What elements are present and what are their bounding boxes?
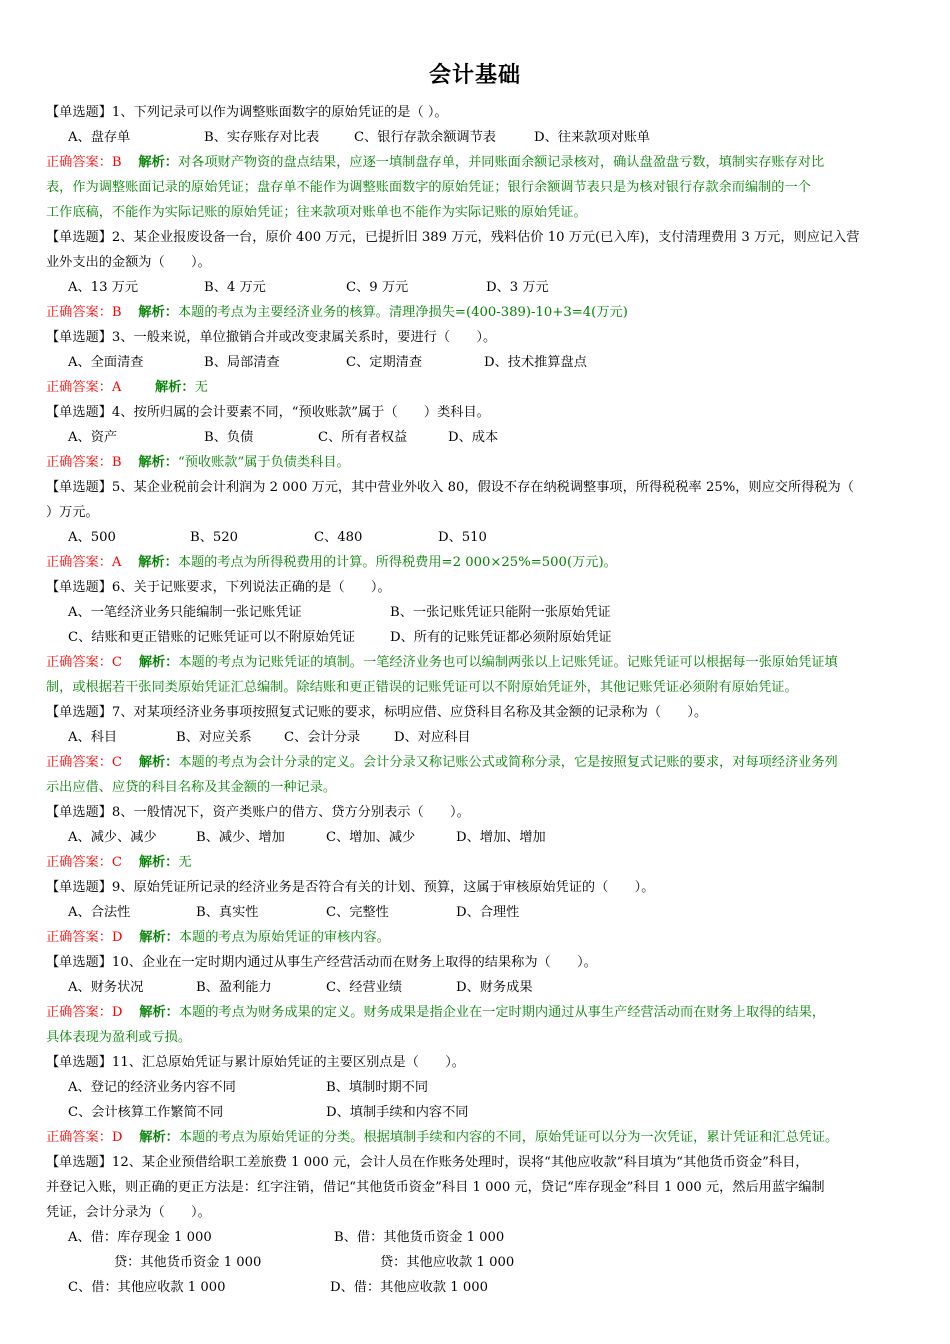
question-list [46,100,906,1300]
option: D、填制手续和内容不同 [326,1105,469,1120]
option: C、9 万元 [346,280,409,295]
answer-label: 正确答案：B [46,455,122,470]
answer-line [46,450,906,475]
analysis-text: 示出应借、应贷的科目名称及其金额的一种记录。 [46,780,337,795]
option: A、全面清查 [68,355,144,370]
answer-label: 正确答案：C [46,755,123,770]
answer-label: 正确答案：B [46,155,122,170]
question-stem: 业外支出的金额为（ ）。 [46,255,211,270]
answer-line [46,150,906,175]
option: C、经营业绩 [326,980,403,995]
option: C、银行存款余额调节表 [354,130,496,145]
question-options [46,275,906,300]
analysis-text: 表，作为调整账面记录的原始凭证；盘存单不能作为调整账面数字的原始凭证；银行余额调节表只是为核对银行存款余而编制的一个 [46,180,811,195]
option: A、盘存单 [68,130,131,145]
option: A、一笔经济业务只能编制一张记账凭证 [68,605,302,620]
option: D、成本 [448,430,499,445]
option: B、真实性 [196,905,259,920]
question-stem: 【单选题】8、一般情况下，资产类账户的借方、贷方分别表示（ ）。 [46,805,470,820]
option: D、往来款项对账单 [534,130,651,145]
option: 贷：其他应收款 1 000 [380,1255,515,1270]
analysis-text: “预收账款”属于负债类科目。 [177,455,350,470]
option: C、会计分录 [284,730,361,745]
question-options [46,725,906,750]
analysis-text: 具体表现为盈利或亏损。 [46,1030,192,1045]
option: D、增加、增加 [456,830,546,845]
option: A、资产 [68,430,118,445]
analysis-text: 无 [194,380,208,395]
option: B、对应关系 [176,730,252,745]
option: C、增加、减少 [326,830,416,845]
analysis-text: 工作底稿，不能作为实际记账的原始凭证；往来款项对账单也不能作为实际记账的原始凭证。 [46,205,587,220]
option: C、结账和更正错账的记账凭证可以不附原始凭证 [68,630,356,645]
answer-line [46,1000,906,1025]
option: B、填制时期不同 [326,1080,429,1095]
option: D、所有的记账凭证都必须附原始凭证 [390,630,612,645]
question-stem: 【单选题】3、一般来说，单位撤销合并或改变隶属关系时，要进行（ ）。 [46,330,497,345]
question-options [46,625,906,650]
option: B、负债 [204,430,254,445]
analysis-text: 本题的考点为会计分录的定义。会计分录又称记账公式或简称分录，它是按照复式记账的要求，对每项经济业务列 [178,755,838,770]
analysis-text: 无 [178,855,192,870]
option: B、借：其他货币资金 1 000 [334,1230,505,1245]
answer-label: 正确答案：C [46,655,123,670]
option: B、4 万元 [204,280,266,295]
question-stem: ）万元。 [46,505,99,520]
analysis-label: 解析： [139,1005,179,1020]
question-stem: 【单选题】1、下列记录可以作为调整账面数字的原始凭证的是（ ）。 [46,105,448,120]
analysis-text: 本题的考点为记账凭证的填制。一笔经济业务也可以编制两张以上记账凭证。记账凭证可以根据每一张原始凭证填 [178,655,838,670]
answer-line [46,925,906,950]
option: C、会计核算工作繁简不同 [68,1105,224,1120]
question-options [46,825,906,850]
analysis-text: 本题的考点为财务成果的定义。财务成果是指企业在一定时期内通过从事生产经营活动而在财务上取得的结果， [178,1005,826,1020]
option: D、3 万元 [486,280,549,295]
analysis-label: 解析： [138,755,179,770]
option: A、登记的经济业务内容不同 [68,1080,236,1095]
option: B、一张记账凭证只能附一张原始凭证 [390,605,611,620]
answer-label: 正确答案：D [46,1005,123,1020]
option: D、合理性 [456,905,520,920]
question-stem: 【单选题】5、某企业税前会计利润为 2 000 万元，其中营业外收入 80，假设不存在纳税调整事项，所得税税率 25%，则应交所得税为（ [46,480,854,495]
question-options [46,1250,906,1275]
answer-line [46,650,906,675]
option: C、借：其他应收款 1 000 [68,1280,226,1295]
question-stem: 【单选题】2、某企业报废设备一台，原价 400 万元，已提折旧 389 万元，残料估价 10 万元(已入库)，支付清理费用 3 万元，则应记入营 [46,230,860,245]
analysis-label: 解析： [155,380,195,395]
option: B、520 [190,530,239,545]
analysis-label: 解析： [138,855,179,870]
question-stem: 【单选题】4、按所归属的会计要素不同，“预收账款”属于（ ）类科目。 [46,405,490,420]
question-stem: 【单选题】11、汇总原始凭证与累计原始凭证的主要区别点是（ ）。 [46,1055,465,1070]
option: C、所有者权益 [318,430,408,445]
question-options [46,1275,906,1300]
question-options [46,125,906,150]
answer-line [46,300,906,325]
answer-label: 正确答案：D [46,930,123,945]
answer-line [46,850,906,875]
analysis-text: 本题的考点为原始凭证的分类。根据填制手续和内容的不同，原始凭证可以分为一次凭证，累计凭证和汇总凭证。 [178,1130,839,1145]
option: B、减少、增加 [196,830,285,845]
question-stem: 【单选题】12、某企业预借给职工差旅费 1 000 元，会计人员在作账务处理时，误将“其他应收款”科目填为“其他货币资金”科目， [46,1155,809,1170]
question-stem: 【单选题】9、原始凭证所记录的经济业务是否符合有关的计划、预算，这属于审核原始凭证的（ ）。 [46,880,655,895]
option: C、480 [314,530,363,545]
question-options [46,1225,906,1250]
question-stem: 【单选题】6、关于记账要求，下列说法正确的是（ ）。 [46,580,391,595]
option: D、对应科目 [394,730,471,745]
analysis-label: 解析： [139,930,179,945]
question-options [46,350,906,375]
option: A、科目 [68,730,118,745]
analysis-label: 解析： [138,155,178,170]
analysis-text: 对各项财产物资的盘点结果，应逐一填制盘存单，并同账面余额记录核对，确认盘盈盘亏数，填制实存账存对比 [177,155,825,170]
option: A、合法性 [68,905,131,920]
option: D、510 [438,530,487,545]
option: C、定期清查 [346,355,423,370]
answer-line [46,750,906,775]
answer-label: 正确答案：C [46,855,123,870]
question-options [46,975,906,1000]
analysis-text: 本题的考点为主要经济业务的核算。清理净损失=(400-389)-10+3=4(万元) [177,305,628,320]
option: C、完整性 [326,905,389,920]
analysis-label: 解析： [139,1130,179,1145]
document-title: 会计基础 [428,63,521,88]
option: B、盈利能力 [196,980,272,995]
option: B、局部清查 [204,355,280,370]
question-options [46,425,906,450]
analysis-label: 解析： [138,305,178,320]
option: B、实存账存对比表 [204,130,320,145]
option: A、财务状况 [68,980,144,995]
analysis-text: 本题的考点为所得税费用的计算。所得税费用=2 000×25%=500(万元)。 [177,555,617,570]
question-options [46,1100,906,1125]
answer-line [46,1125,906,1150]
option: D、借：其他应收款 1 000 [330,1280,489,1295]
answer-line [46,375,906,400]
question-options [46,900,906,925]
option: A、500 [68,530,116,545]
question-stem: 并登记入账，则正确的更正方法是：红字注销，借记“其他货币资金”科目 1 000 元，贷记“库存现金”科目 1 000 元，然后用蓝字编制 [46,1180,825,1195]
answer-label: 正确答案：A [46,380,122,395]
analysis-label: 解析： [138,455,178,470]
question-stem: 凭证，会计分录为（ ）。 [46,1205,211,1220]
question-stem: 【单选题】7、对某项经济业务事项按照复式记账的要求，标明应借、应贷科目名称及其金额的记录称为（ ）。 [46,705,708,720]
question-options [46,525,906,550]
option: A、减少、减少 [68,830,157,845]
analysis-text: 本题的考点为原始凭证的审核内容。 [178,930,390,945]
analysis-label: 解析： [138,555,178,570]
option: A、13 万元 [68,280,139,295]
answer-label: 正确答案：B [46,305,122,320]
analysis-label: 解析： [138,655,179,670]
answer-label: 正确答案：A [46,555,122,570]
analysis-text: 制，或根据若干张同类原始凭证汇总编制。除结账和更正错误的记账凭证可以不附原始凭证外，其他记账凭证必须附有原始凭证。 [46,680,798,695]
question-options [46,600,906,625]
answer-label: 正确答案：D [46,1130,123,1145]
answer-line [46,550,906,575]
question-stem: 【单选题】10、企业在一定时期内通过从事生产经营活动而在财务上取得的结果称为（ ）。 [46,955,597,970]
option: D、技术推算盘点 [484,355,587,370]
option: 贷：其他货币资金 1 000 [114,1255,262,1270]
option: D、财务成果 [456,980,533,995]
question-options [46,1075,906,1100]
option: A、借：库存现金 1 000 [68,1230,212,1245]
